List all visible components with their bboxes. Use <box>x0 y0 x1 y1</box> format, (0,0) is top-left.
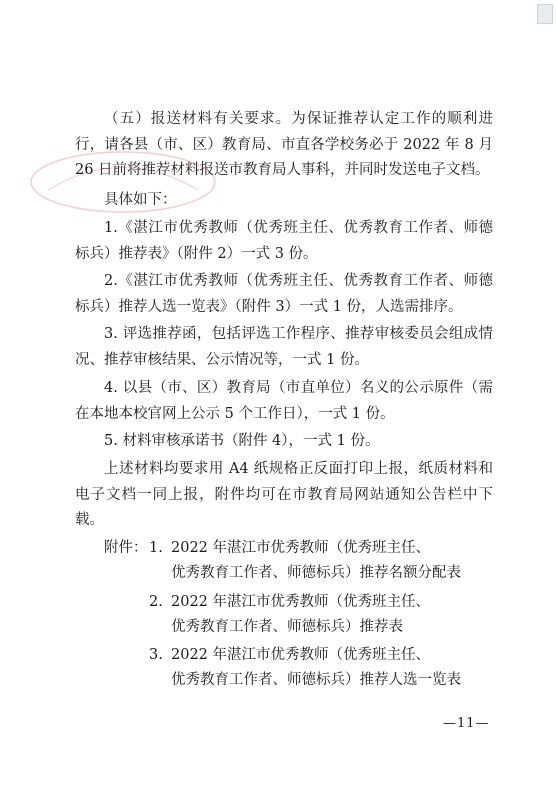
paragraph-item-4: 4. 以县（市、区）教育局（市直单位）名义的公示原件（需在本地本校官网上公示 5 个工作日），一式 1 份。 <box>75 380 493 422</box>
paragraph-item-1: 1.《湛江市优秀教师（优秀班主任、优秀教育工作者、师德标兵）推荐表》（附件 2）一式 3 份。 <box>75 220 493 262</box>
attachment-1-number: 1. <box>149 540 163 556</box>
attachment-3-title-line2: 优秀教育工作者、师德标兵）推荐人选一览表 <box>171 672 461 688</box>
paragraph-item-3: 3. 评选推荐函，包括评选工作程序、推荐审核委员会组成情况、推荐审核结果、公示情况等，一式 1 份。 <box>75 326 493 368</box>
attachment-2-title-line1: 2022 年湛江市优秀教师（优秀班主任、 <box>171 594 431 610</box>
attachments-label: 附件： <box>104 540 148 556</box>
paragraph-requirements: （五）报送材料有关要求。为保证推荐认定工作的顺利进行，请各县（市、区）教育局、市直各学校务必于 2022 年 8 月 26 日前将推荐材料报送市教育局人事科，并同时发送电子文档。 <box>75 111 493 178</box>
paragraph-details-heading: 具体如下： <box>104 192 177 208</box>
page-number: —11— <box>443 716 490 731</box>
attachment-2-title-line2: 优秀教育工作者、师德标兵）推荐表 <box>171 619 403 635</box>
attachment-1-title-line1: 2022 年湛江市优秀教师（优秀班主任、 <box>171 540 431 556</box>
attachment-3-number: 3. <box>149 647 163 663</box>
paragraph-item-2: 2.《湛江市优秀教师（优秀班主任、优秀教育工作者、师德标兵）推荐人选一览表》（附件 3）一式 1 份，人选需排序。 <box>75 273 493 315</box>
paragraph-item-5: 5. 材料审核承诺书（附件 4），一式 1 份。 <box>104 433 380 449</box>
paragraph-print-note: 上述材料均要求用 A4 纸规格正反面打印上报，纸质材料和电子文档一同上报，附件均可在市教育局网站通知公告栏中下载。 <box>75 461 493 528</box>
attachment-2-number: 2. <box>149 594 163 610</box>
attachment-1-title-line2: 优秀教育工作者、师德标兵）推荐名额分配表 <box>171 565 461 581</box>
attachment-3-title-line1: 2022 年湛江市优秀教师（优秀班主任、 <box>171 647 431 663</box>
scan-edge-mark <box>537 4 553 24</box>
